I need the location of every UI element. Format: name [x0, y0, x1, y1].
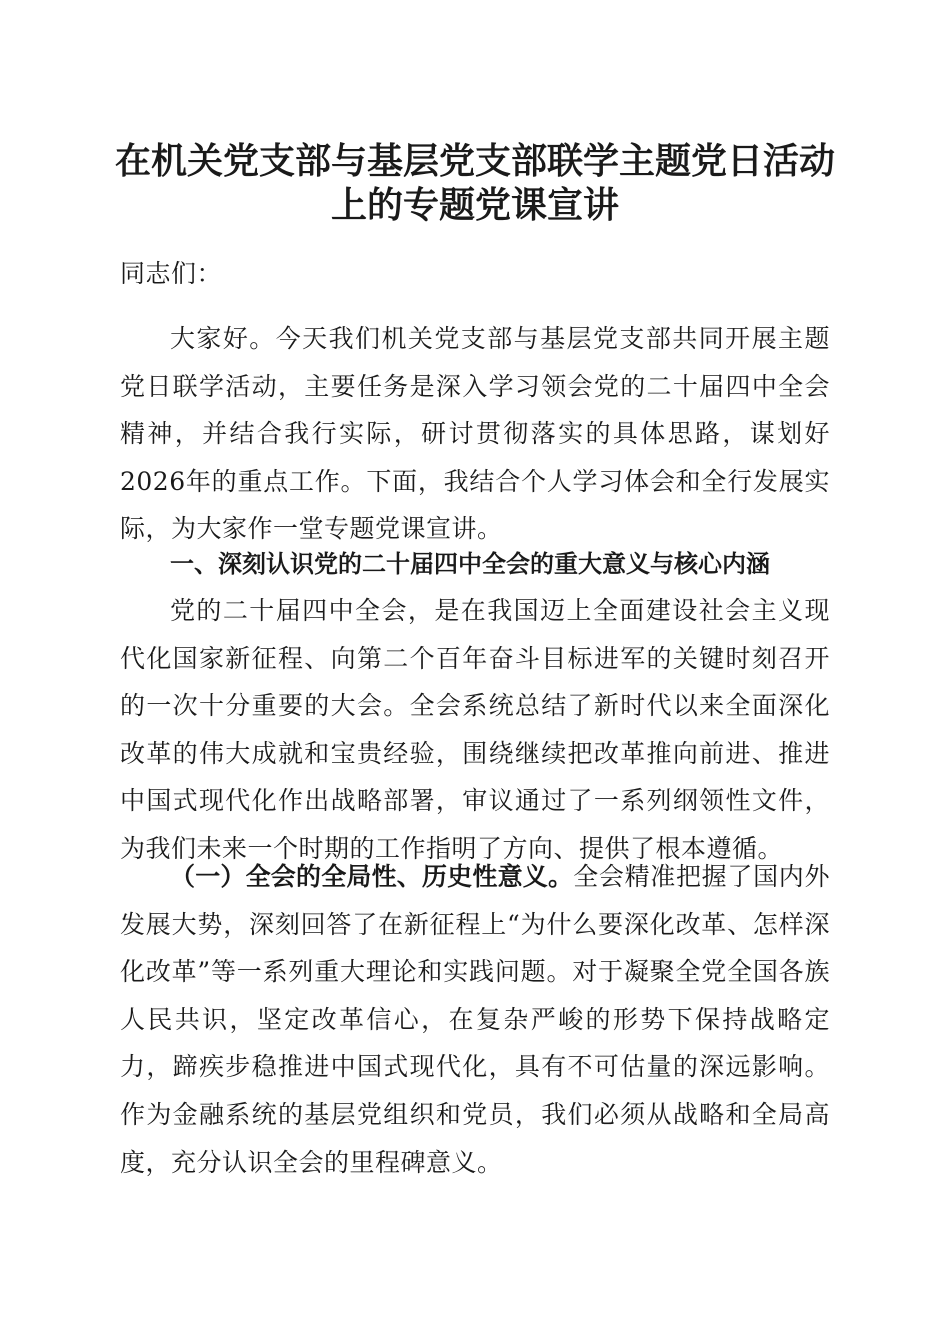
subsection-body-1: 全会精准把握了国内外发展大势，深刻回答了在新征程上“为什么要深化改革、怎样深化改革”等一系列重大理论和实践问题。对于凝聚全党全国各族人民共识，坚定改革信心，在复杂严峻的形势下保持战略定力，蹄疾步稳推进中国式现代化，具有不可估量的深远影响。作为金融系统的基层党组织和党员，我们必须从战略和全局高度，充分认识全会的里程碑意义。 — [120, 862, 830, 1177]
paragraph-section1: 党的二十届四中全会，是在我国迈上全面建设社会主义现代化国家新征程、向第二个百年奋斗目标进军的关键时刻召开的一次十分重要的大会。全会系统总结了新时代以来全面深化改革的伟大成就和宝贵经验，围绕继续把改革推向前进、推进中国式现代化作出战略部署，审议通过了一系列纲领性文件，为我们未来一个时期的工作指明了方向、提供了根本遵循。 — [120, 596, 830, 863]
section-heading-1: 一、深刻认识党的二十届四中全会的重大意义与核心内涵 — [170, 550, 770, 578]
paragraph-subsection1 — [120, 853, 830, 1186]
paragraph-intro: 大家好。今天我们机关党支部与基层党支部共同开展主题党日联学活动，主要任务是深入学习领会党的二十届四中全会精神，并结合我行实际，研讨贯彻落实的具体思路，谋划好2026年的重点工作。下面，我结合个人学习体会和全行发展实际，为大家作一堂专题党课宣讲。 — [120, 324, 830, 544]
document-title-line1: 在机关党支部与基层党支部联学主题党日活动 — [114, 140, 835, 182]
salutation: 同志们： — [120, 259, 223, 288]
subsection-heading-1: （一）全会的全局性、历史性意义。 — [170, 862, 574, 891]
document-title-line2: 上的专题党课宣讲 — [330, 184, 619, 226]
